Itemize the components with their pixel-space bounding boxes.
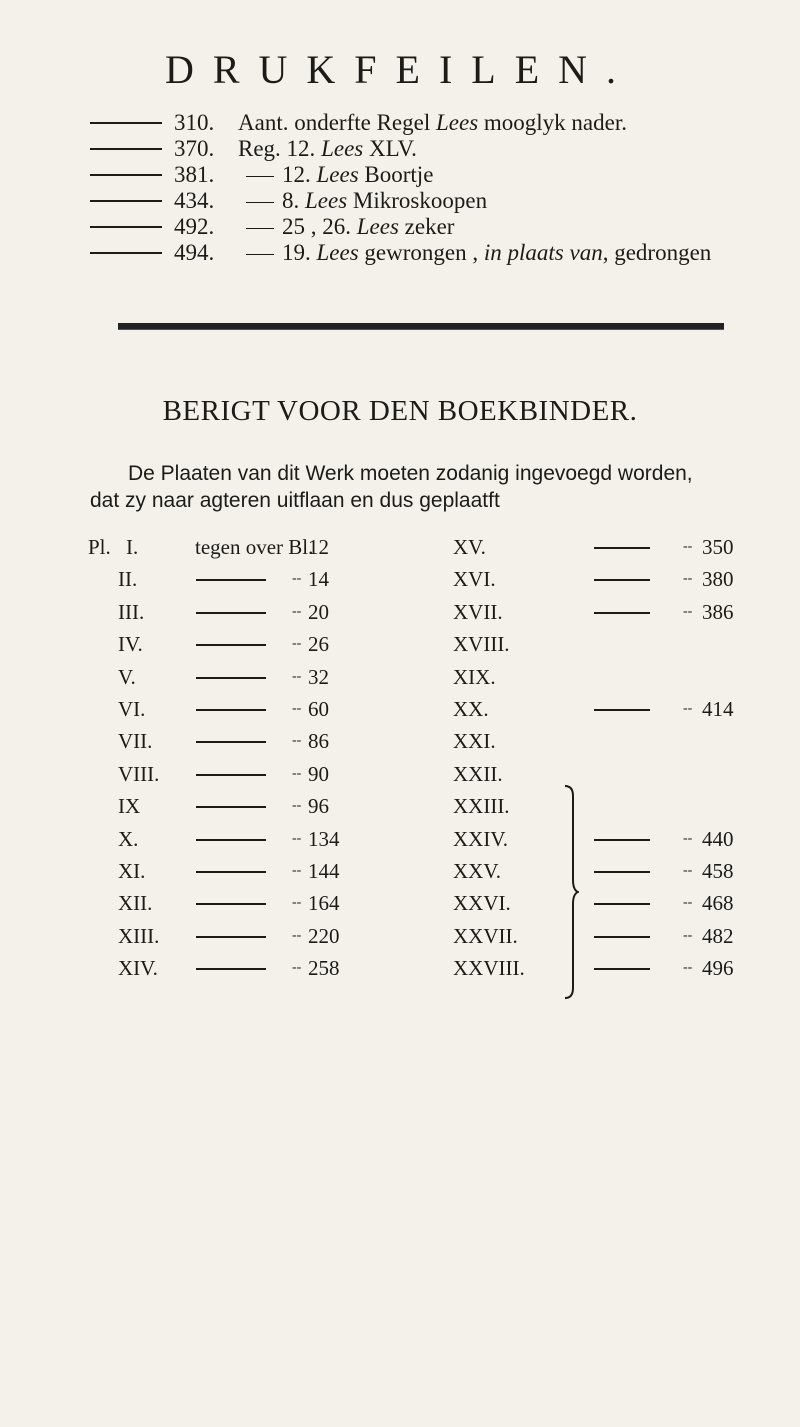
plate-row [0,854,800,888]
lead-dash [90,226,162,228]
plate-number: XII. [118,891,153,916]
ditto-mark: -- [292,863,302,878]
plate-row [0,530,800,564]
plate-row [0,660,800,694]
ditto-mark: -- [683,830,693,846]
binder-instructions [90,460,760,514]
plate-page: 14 [308,567,329,592]
plate-page: 86 [308,729,329,754]
plate-number: XV. [453,535,486,559]
binder-notice-heading: BERIGT VOOR DEN BOEKBINDER. [162,395,638,427]
plate-number: VIII. [118,761,160,786]
errata-row [90,214,711,240]
errata-row [90,240,711,266]
plate-page: 12 [308,535,329,559]
plate-page: 26 [308,632,329,657]
ditto-mark: -- [683,960,693,976]
plate-page: 220 [308,923,340,948]
plate-row [0,757,800,791]
plate-number: XXVII. [453,923,518,948]
ditto-dash [246,228,274,229]
ditto-dash [594,612,650,614]
plate-row [0,692,800,726]
plate-number: XX. [453,697,489,721]
ditto-dash [196,709,266,711]
ditto-dash [196,579,266,581]
plate-number: XXIII. [453,794,510,819]
decorative-rule [118,323,724,329]
plate-page: 134 [308,826,340,851]
ditto-mark: -- [683,571,693,587]
ditto-dash [594,968,650,970]
instruction-line-2: dat zy naar agteren uitflaan en dus geplaatft [90,489,500,512]
errata-text: Aant. onderfte Regel Lees mooglyk nader. [238,110,627,135]
ditto-mark: -- [292,798,302,814]
lead-dash [90,122,162,124]
plates-label: Pl. [88,535,111,559]
plate-number: XXV. [453,859,502,883]
ditto-dash [196,936,266,938]
plate-row [0,724,800,758]
plate-row [0,595,800,629]
ditto-dash [196,644,266,646]
plate-page: 164 [308,891,340,916]
plate-row [0,822,800,856]
ditto-dash [196,871,266,873]
instruction-line-1: De Plaaten van dit Werk moeten zodanig ingevoegd worden, [128,462,693,485]
plate-number: XIX. [453,664,496,689]
plate-number: II. [118,567,138,592]
ditto-dash [246,176,274,177]
errata-text: 12. Lees Boortje [238,162,433,188]
grouping-brace [563,784,579,1000]
plate-number: VII. [118,729,153,754]
ditto-mark: -- [292,603,302,619]
plate-number: XVIII. [453,632,510,657]
ditto-mark: -- [683,539,693,554]
plate-row [0,886,800,920]
ditto-dash [196,774,266,776]
ditto-mark: -- [683,701,693,716]
ditto-mark: -- [292,960,302,976]
ditto-dash [246,202,274,203]
lead-dash [90,174,162,176]
plate-number: XVII. [453,599,503,624]
plate-page: 496 [702,956,734,981]
ditto-dash [594,709,650,711]
ditto-dash [594,579,650,581]
plate-number: I. [126,535,139,559]
ditto-dash [196,839,266,841]
ditto-mark: -- [292,571,302,587]
plate-number: IV. [118,632,143,657]
ditto-dash [196,903,266,905]
plate-page: 482 [702,923,734,948]
plate-row [0,919,800,953]
errata-row [90,136,711,162]
ditto-dash [594,936,650,938]
plate-number: XXIV. [453,826,509,851]
ditto-mark: -- [292,701,302,716]
errata-text: 25 , 26. Lees zeker [238,214,454,240]
plate-number: XXII. [453,761,503,786]
ditto-dash [594,839,650,841]
errata-row [90,110,711,136]
errata-page: 310. [174,110,215,135]
ditto-mark: -- [292,733,302,749]
plate-number: XI. [118,859,146,883]
plate-number: IX [118,794,141,819]
plate-page: 90 [308,761,329,786]
plate-row [0,951,800,985]
plate-page: 386 [702,599,734,624]
ditto-mark: -- [292,927,302,943]
ditto-dash [196,968,266,970]
plate-page: 440 [702,826,734,851]
errata-page: 494. [174,240,215,265]
errata-row [90,188,711,214]
plate-page: 468 [702,891,734,916]
ditto-mark: -- [683,863,693,878]
lead-dash [90,252,162,254]
plate-page: 20 [308,599,329,624]
tegen-over-text: tegen over Bl. [195,535,314,559]
plate-page: 32 [308,664,329,689]
plate-number: XXI. [453,729,496,754]
errata-page: 370. [174,136,215,161]
errata-text: 8. Lees Mikroskoopen [238,188,487,214]
plate-page: 96 [308,794,329,819]
ditto-mark: -- [292,636,302,652]
ditto-mark: -- [683,603,693,619]
ditto-mark: -- [292,668,302,684]
plate-row [0,562,800,596]
plate-row [0,789,800,823]
ditto-mark: -- [683,927,693,943]
errata-heading: DRUKFEILEN. [164,47,636,92]
lead-dash [90,148,162,150]
ditto-dash [594,871,650,873]
plate-number: XVI. [453,567,496,592]
plate-number: VI. [118,697,146,721]
ditto-dash [246,254,274,255]
plate-page: 144 [308,859,340,883]
ditto-mark: -- [292,895,302,911]
plate-number: XIII. [118,923,160,948]
ditto-dash [594,547,650,549]
plate-number: XXVIII. [453,956,525,981]
plate-number: X. [118,826,139,851]
errata-page: 381. [174,162,215,187]
plate-page: 350 [702,535,734,559]
ditto-mark: -- [292,830,302,846]
plate-row [0,627,800,661]
plate-page: 458 [702,859,734,883]
plate-number: III. [118,599,145,624]
errata-page: 492. [174,214,215,239]
ditto-dash [196,806,266,808]
plate-page: 258 [308,956,340,981]
lead-dash [90,200,162,202]
ditto-mark: -- [683,895,693,911]
errata-text: 19. Lees gewrongen , in plaats van, gedrongen [238,240,711,266]
errata-text: Reg. 12. Lees XLV. [238,136,417,161]
ditto-dash [196,677,266,679]
plate-page: 60 [308,697,329,721]
ditto-mark: -- [292,765,302,781]
plate-number: XIV. [118,956,158,981]
plate-page: 414 [702,697,734,721]
errata-list [90,110,711,266]
ditto-dash [196,741,266,743]
plate-page: 380 [702,567,734,592]
errata-page: 434. [174,188,215,213]
ditto-dash [196,612,266,614]
ditto-dash [594,903,650,905]
plate-number: XXVI. [453,891,511,916]
plate-number: V. [118,664,136,689]
errata-row [90,162,711,188]
